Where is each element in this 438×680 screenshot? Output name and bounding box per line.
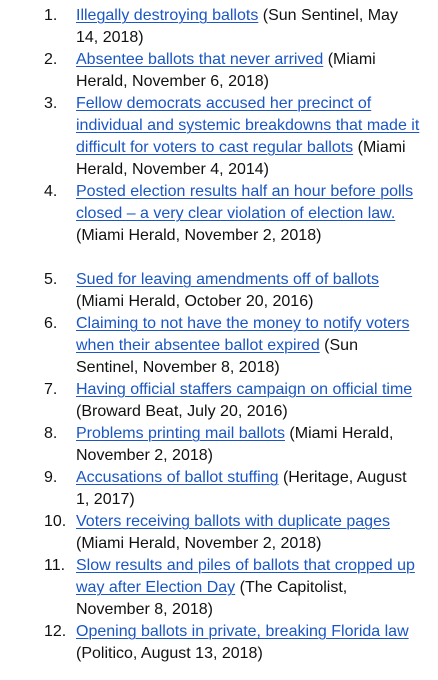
article-link[interactable]: Claiming to not have the money to notify voters when their absentee ballot expired (76, 315, 410, 354)
article-link[interactable]: Illegally destroying ballots (76, 7, 259, 24)
article-link[interactable]: Accusations of ballot stuffing (76, 469, 279, 486)
item-number: 4. (44, 183, 58, 200)
source-citation: (Politico, August 13, 2018) (76, 645, 263, 662)
source-citation: (Sun Sentinel, November 8, 2018) (76, 337, 358, 376)
source-citation: (Miami Herald, November 6, 2018) (76, 51, 376, 90)
source-citation: (Heritage, August 1, 2017) (76, 469, 407, 508)
item-number: 9. (44, 469, 58, 486)
source-citation: (Broward Beat, July 20, 2016) (76, 403, 288, 420)
article-link[interactable]: Problems printing mail ballots (76, 425, 285, 442)
item-number: 10. (44, 513, 67, 530)
source-citation: (Miami Herald, October 20, 2016) (76, 293, 314, 310)
source-citation: (Miami Herald, November 4, 2014) (76, 139, 406, 178)
article-link[interactable]: Posted election results half an hour before polls closed – a very clear violation of election law. (76, 183, 414, 222)
source-citation: (Miami Herald, November 2, 2018) (76, 425, 394, 464)
item-number: 8. (44, 425, 58, 442)
item-number: 12. (44, 623, 67, 640)
item-number: 2. (44, 51, 58, 68)
article-link[interactable]: Slow results and piles of ballots that cropped up way after Election Day (76, 557, 415, 596)
article-link[interactable]: Voters receiving ballots with duplicate pages (76, 513, 390, 530)
item-number: 1. (44, 7, 58, 24)
item-number: 5. (44, 271, 58, 288)
article-link[interactable]: Fellow democrats accused her precinct of individual and systemic breakdowns that made it difficult for voters to cast regular ballots (76, 95, 420, 156)
source-citation: (Miami Herald, November 2, 2018) (76, 535, 322, 552)
item-number: 7. (44, 381, 58, 398)
source-citation: (Sun Sentinel, May 14, 2018) (76, 7, 398, 46)
item-number: 3. (44, 95, 58, 112)
item-number: 11. (44, 557, 66, 574)
source-citation: (The Capitolist, November 8, 2018) (76, 579, 348, 618)
source-citation: (Miami Herald, November 2, 2018) (76, 227, 322, 244)
article-link[interactable]: Sued for leaving amendments off of ballots (76, 271, 379, 288)
item-number: 6. (44, 315, 58, 332)
article-link[interactable]: Opening ballots in private, breaking Florida law (76, 623, 409, 640)
article-link[interactable]: Absentee ballots that never arrived (76, 51, 324, 68)
article-link[interactable]: Having official staffers campaign on official time (76, 381, 413, 398)
